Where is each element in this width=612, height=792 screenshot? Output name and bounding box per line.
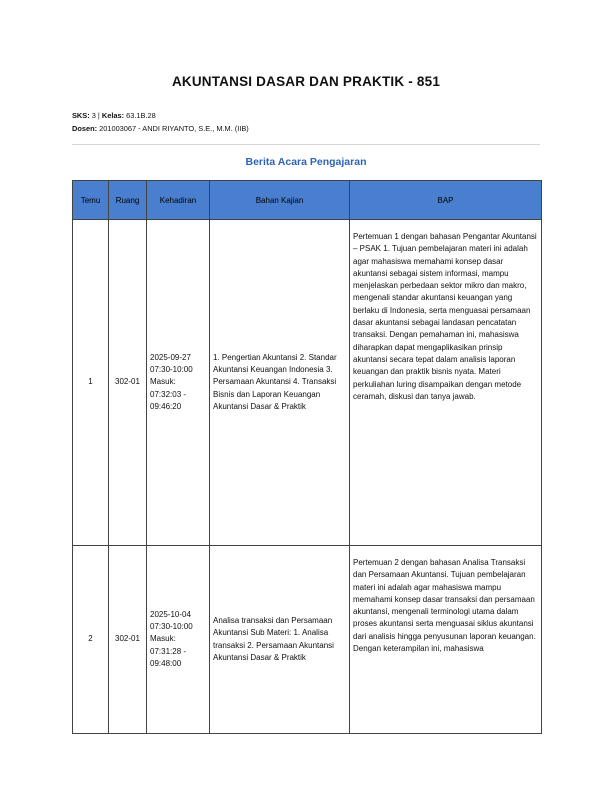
separator: | (97, 111, 100, 120)
cell-bahan-kajian: 1. Pengertian Akuntansi 2. Standar Akuntansi Keuangan Indonesia 3. Persamaan Akuntansi 4. Transaksi Bisnis dan Laporan Keuangan Akuntansi Dasar & Praktik (210, 220, 350, 546)
cell-temu: 1 (73, 220, 109, 546)
column-header-kehadiran: Kehadiran (147, 181, 210, 220)
divider (72, 144, 540, 145)
cell-bap: Pertemuan 1 dengan bahasan Pengantar Akuntansi – PSAK 1. Tujuan pembelajaran materi ini adalah agar mahasiswa memahami konsep dasar akuntansi sebagai sistem informasi, mampu menjelaskan perbedaan sektor mikro dan makro, mengenali standar akuntansi keuangan yang berlaku di Indonesia, serta menguasai persamaan dasar akuntansi sebagai landasan pencatatan transaksi. Dengan pemahaman ini, mahasiswa diharapkan dapat mengaplikasikan prinsip akuntansi secara tepat dalam analisis laporan keuangan dan praktik bisnis nyata. Materi perkuliahan luring disampaikan dengan metode ceramah, diskusi dan tanya jawab. (350, 220, 542, 546)
table-row (73, 546, 542, 734)
cell-ruang: 302-01 (109, 546, 147, 734)
lecturer-info-line (72, 124, 249, 134)
cell-kehadiran: 2025-10-04 07:30-10:00 Masuk: 07:31:28 - 09:48:00 (147, 546, 210, 734)
cell-ruang: 302-01 (109, 220, 147, 546)
sks-label: SKS: (72, 111, 90, 120)
table-row (73, 220, 542, 546)
cell-temu: 2 (73, 546, 109, 734)
kelas-label: Kelas: (101, 111, 125, 120)
column-header-bap: BAP (350, 181, 542, 220)
sks-value: 3 (91, 111, 96, 120)
kelas-value: 63.1B.28 (126, 111, 156, 120)
table-header-row (73, 181, 542, 220)
column-header-bahan-kajian: Bahan Kajian (210, 181, 350, 220)
course-info-line (72, 111, 156, 121)
cell-bahan-kajian: Analisa transaksi dan Persamaan Akuntansi Sub Materi: 1. Analisa transaksi 2. Persamaan Akuntansi Akuntansi Dasar & Praktik (210, 546, 350, 734)
cell-kehadiran: 2025-09-27 07:30-10:00 Masuk: 07:32:03 - 09:46:20 (147, 220, 210, 546)
dosen-label: Dosen: (72, 124, 98, 133)
document-title: AKUNTANSI DASAR DAN PRAKTIK - 851 (171, 74, 441, 89)
dosen-value: 201003067 - ANDI RIYANTO, S.E., M.M. (IIB) (99, 124, 249, 133)
bap-table (72, 180, 542, 734)
cell-bap: Pertemuan 2 dengan bahasan Analisa Transaksi dan Persamaan Akuntansi. Tujuan pembelajaran materi ini adalah agar mahasiswa mampu memahami konsep dasar transaksi dan persamaan akuntansi, mengenali terminologi utama dalam proses akuntansi serta menguasai siklus akuntansi dari analisis hingga penyusunan laporan keuangan. Dengan keterampilan ini, mahasiswa (350, 546, 542, 734)
column-header-ruang: Ruang (109, 181, 147, 220)
section-title: Berita Acara Pengajaran (245, 156, 367, 168)
column-header-temu: Temu (73, 181, 109, 220)
